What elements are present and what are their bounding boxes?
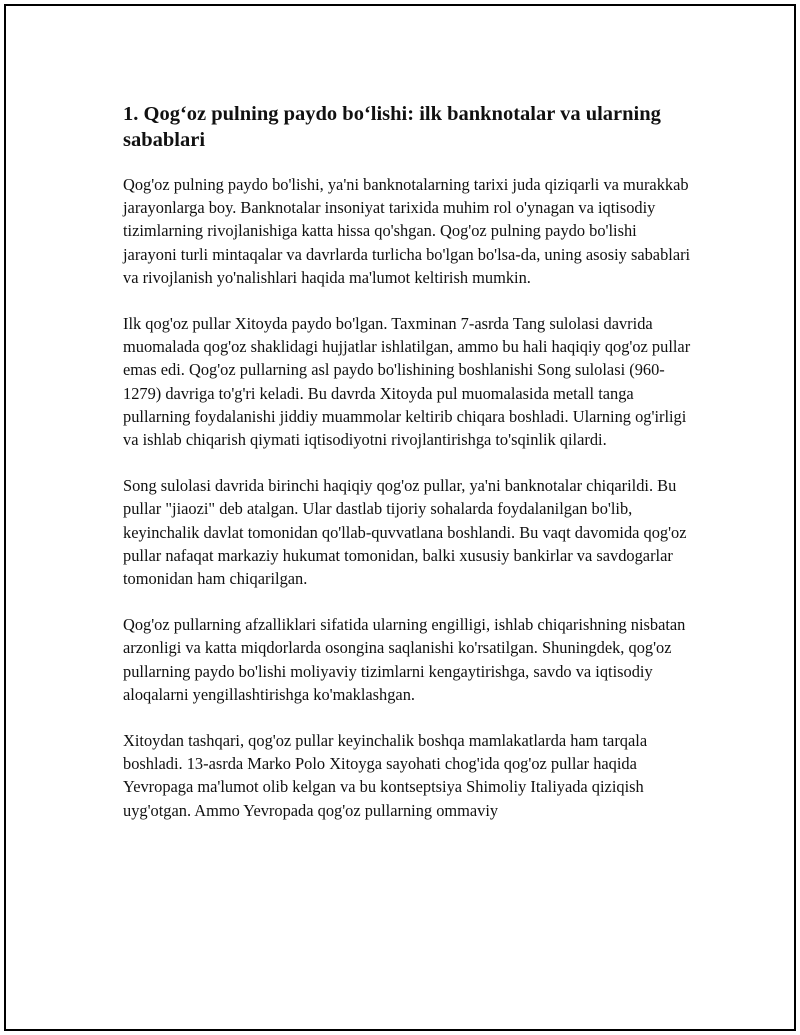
paragraph-3: Song sulolasi davrida birinchi haqiqiy qog'oz pullar, ya'ni banknotalar chiqarildi. Bu pullar "jiaozi" deb atalgan. Ular dastlab tijoriy sohalarda foydalanilgan bo'lib, keyinchalik davlat tomonidan qo'llab-quvvatlana boshlandi. Bu vaqt davomida qog'oz pullar nafaqat markaziy hukumat tomonidan, balki xususiy bankirlar va savdogarlar tomonidan ham chiqarilgan. [123,476,687,589]
paragraph-5: Xitoydan tashqari, qog'oz pullar keyinchalik boshqa mamlakatlarda ham tarqala boshladi. 13-asrda Marko Polo Xitoyga sayohati chog'ida qog'oz pullar haqida Yevropaga ma'lumot olib kelgan va bu kontseptsiya Shimoliy Italiyada qiziqish uyg'otgan. Ammo Yevropada qog'oz pullarning ommaviy [123,731,648,820]
paragraph-1: Qog'oz pulning paydo bo'lishi, ya'ni banknotalarning tarixi juda qiziqarli va murakkab jarayonlarga boy. Banknotalar insoniyat tarixida muhim rol o'ynagan va iqtisodiy tizimlarning rivojlanishiga katta hissa qo'shgan. Qog'oz pulning paydo bo'lishi jarayoni turli mintaqalar va davrlarda turlicha bo'lgan bo'lsa-da, uning asosiy sabablari va rivojlanish yo'nalishlari haqida ma'lumot keltirish mumkin. [123,175,691,287]
page-frame [4,4,796,1031]
paragraph-2: Ilk qog'oz pullar Xitoyda paydo bo'lgan. Taxminan 7-asrda Tang sulolasi davrida muomalada qog'oz shaklidagi hujjatlar ishlatilgan, ammo bu hali haqiqiy qog'oz pullar emas edi. Qog'oz pullarning asl paydo bo'lishining boshlanishi Song sulolasi (960-1279) davriga to'g'ri keladi. Bu davrda Xitoyda pul muomalasida metall tanga pullarning foydalanishi jiddiy muammolar keltirib chiqara boshladi. Ularning og'irligi va ishlab chiqarish qiymati iqtisodiyotni rivojlantirishga to'sqinlik qilardi. [123,314,691,450]
section-title: 1. Qog‘oz pulning paydo bo‘lishi: ilk banknotalar va ularning sabablari [123,103,661,151]
document-body [123,101,693,845]
paragraph-4: Qog'oz pullarning afzalliklari sifatida ularning engilligi, ishlab chiqarishning nisbatan arzonligi va katta miqdorlarda osongina saqlanishi ko'rsatilgan. Shuningdek, qog'oz pullarning paydo bo'lishi moliyaviy tizimlarni kengaytirishga, savdo va iqtisodiy aloqalarni yengillashtirishga ko'maklashgan. [123,615,686,704]
